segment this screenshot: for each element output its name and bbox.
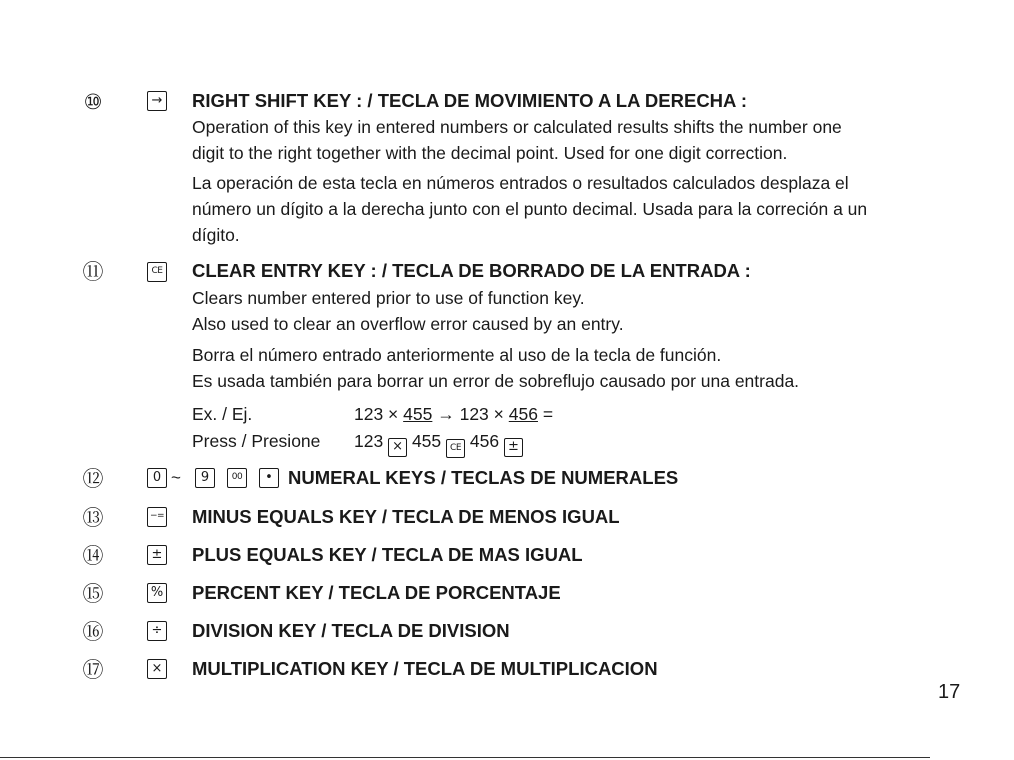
footer-divider [0, 757, 930, 758]
text-line: Operation of this key in entered numbers or calculated results shifts the number one [192, 117, 842, 137]
text-line: Es usada también para borrar un error de sobreflujo causado por una entrada. [192, 371, 800, 391]
text-line: número un dígito a la derecha junto con el punto decimal. Usada para la correción a un [192, 199, 868, 219]
plus-equals-key-icon: ± [504, 438, 523, 457]
example-part: → 123 × [437, 404, 504, 424]
text-line: Clears number entered prior to use of function key. [192, 288, 585, 308]
example-label: Ex. / Ej. [192, 404, 253, 424]
minus-equals-heading: MINUS EQUALS KEY / TECLA DE MENOS IGUAL [192, 506, 620, 527]
percent-key-icon: % [147, 583, 167, 603]
division-heading: DIVISION KEY / TECLA DE DIVISION [192, 620, 510, 641]
page-number: 17 [938, 681, 961, 703]
press-row [192, 428, 892, 454]
item-number-16: ⑯ [82, 620, 104, 644]
item-number-13: ⑬ [82, 506, 104, 530]
example-underlined-value: 456 [508, 404, 538, 424]
nine-key-icon: 9 [195, 468, 215, 488]
text-line: digit to the right together with the decimal point. Used for one digit correction. [192, 143, 788, 163]
right-shift-heading: RIGHT SHIFT KEY : / TECLA DE MOVIMIENTO A LA DERECHA : [192, 90, 748, 111]
press-value: 455 [411, 431, 442, 451]
press-value: 123 [354, 431, 384, 451]
right-shift-description-en [192, 114, 944, 166]
numeral-keys-heading: NUMERAL KEYS / TECLAS DE NUMERALES [288, 467, 679, 488]
multiplication-heading: MULTIPLICATION KEY / TECLA DE MULTIPLICACION [192, 658, 658, 679]
text-line: Borra el número entrado anteriormente al uso de la tecla de función. [192, 345, 722, 365]
example-row [192, 401, 892, 427]
multiply-key-icon: × [388, 438, 407, 457]
divide-key-icon: ÷ [147, 621, 167, 641]
press-label: Press / Presione [192, 431, 321, 451]
item-number-12: ⑫ [82, 467, 104, 491]
minus-equals-key-icon: −= [147, 507, 167, 527]
clear-entry-description-en [192, 285, 944, 337]
text-line: dígito. [192, 225, 240, 245]
clear-entry-description-es [192, 342, 944, 394]
plus-equals-heading: PLUS EQUALS KEY / TECLA DE MAS IGUAL [192, 544, 583, 565]
text-line: La operación de esta tecla en números entrados o resultados calculados desplaza el [192, 173, 849, 193]
zero-key-icon: 0 [147, 468, 167, 488]
example-expression [354, 401, 553, 427]
clear-entry-heading: CLEAR ENTRY KEY : / TECLA DE BORRADO DE LA ENTRADA : [192, 260, 751, 281]
item-number-10: ⑩ [83, 90, 103, 114]
item-number-17: ⑰ [82, 658, 104, 682]
text-line: Also used to clear an overflow error caused by an entry. [192, 314, 624, 334]
press-value: 456 [469, 431, 500, 451]
range-tilde: ~ [171, 468, 181, 487]
right-shift-description-es [192, 170, 944, 248]
item-number-11: ⑪ [82, 260, 104, 284]
multiply-key-icon: × [147, 659, 167, 679]
item-number-15: ⑮ [82, 582, 104, 606]
plus-equals-key-icon: ± [147, 545, 167, 565]
press-sequence [354, 428, 523, 458]
item-number-14: ⑭ [82, 544, 104, 568]
right-shift-key-icon: → [147, 91, 167, 111]
clear-entry-key-icon: CE [147, 262, 167, 282]
example-part: 123 × [354, 404, 399, 424]
double-zero-key-icon: 00 [227, 468, 247, 488]
clear-entry-key-icon: CE [446, 439, 465, 458]
percent-heading: PERCENT KEY / TECLA DE PORCENTAJE [192, 582, 561, 603]
decimal-point-key-icon: • [259, 468, 279, 488]
example-underlined-value: 455 [403, 404, 433, 424]
example-part: = [542, 404, 554, 424]
